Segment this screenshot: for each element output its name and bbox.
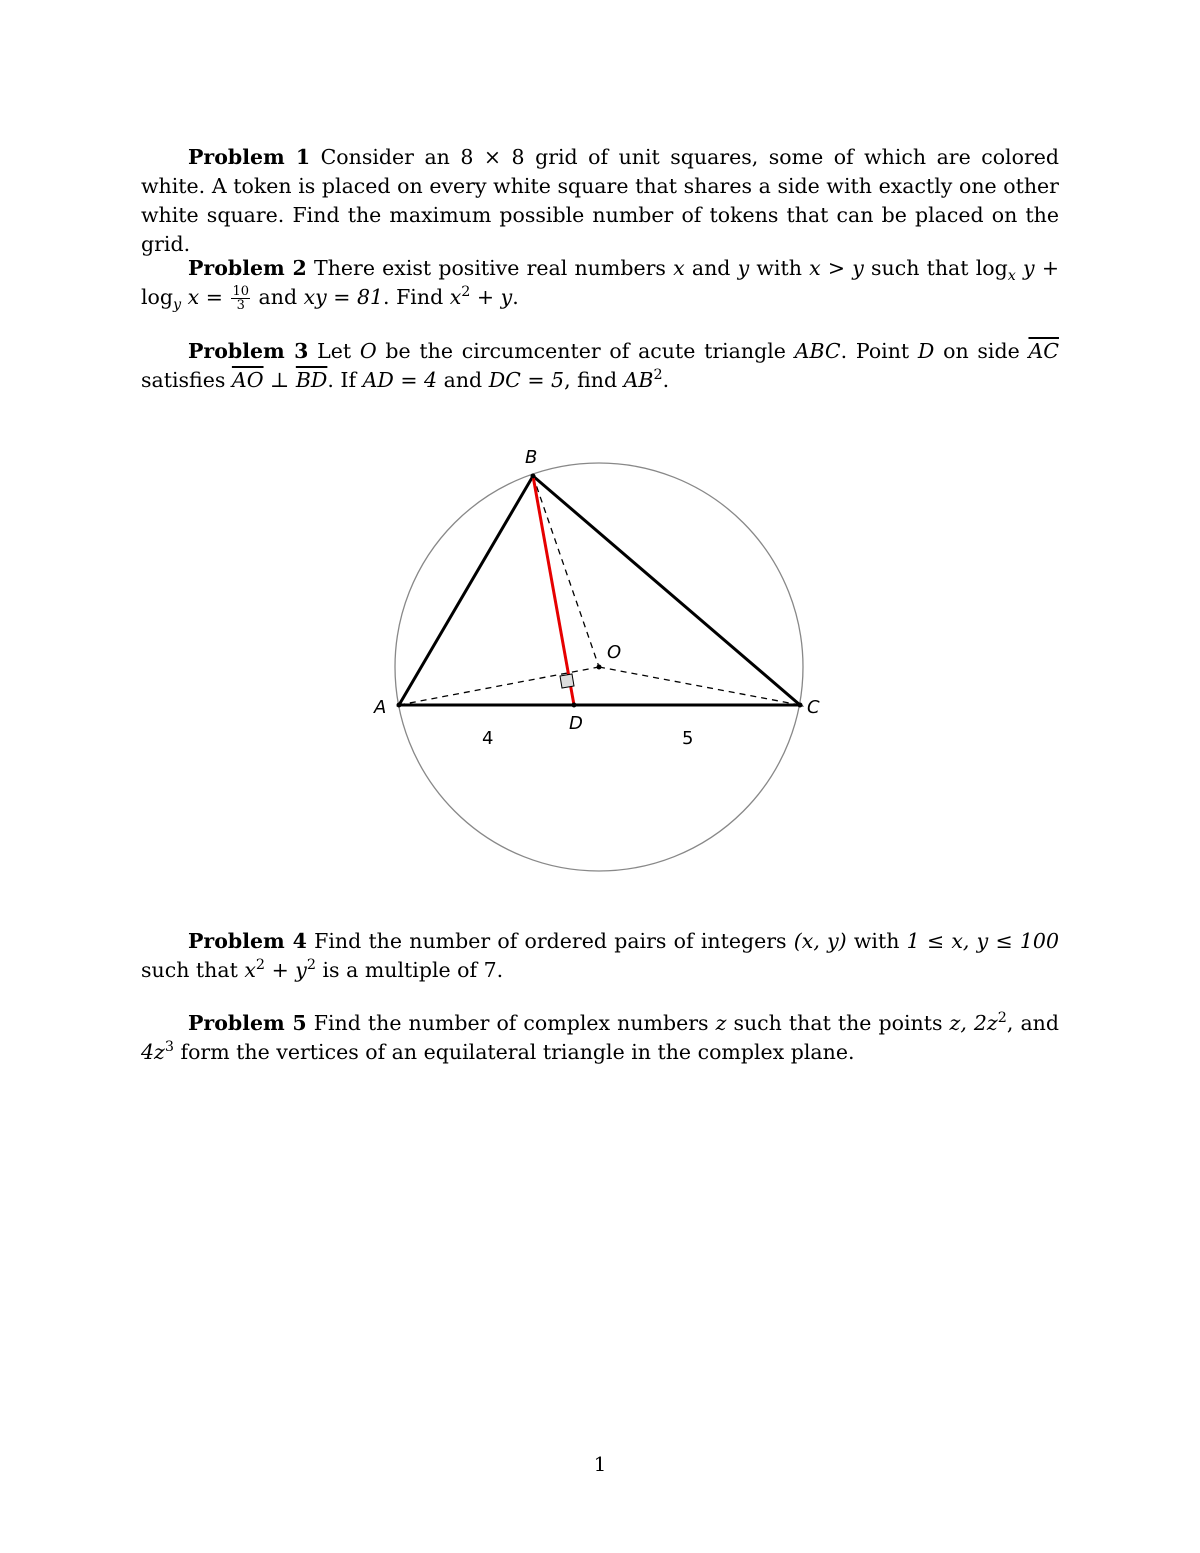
problem-3-text-7: and	[437, 368, 489, 392]
problem-2-text-1: There exist positive real numbers	[306, 256, 674, 280]
fraction-denominator: 3	[236, 298, 245, 313]
expr-plus-y: + y	[265, 958, 307, 982]
equation-ad: AD = 4	[362, 368, 438, 392]
problem-4-text-2: with	[846, 929, 907, 953]
label-c: C	[807, 697, 820, 718]
segment-ao: $\overline{AO}$	[231, 368, 264, 392]
label-o: O	[607, 642, 622, 663]
log-arg-y: y	[1023, 256, 1035, 280]
problem-5-label: Problem 5	[188, 1011, 307, 1035]
problem-3-text-1: Let	[308, 339, 360, 363]
exponent-2: 2	[306, 957, 316, 974]
label-d: D	[569, 713, 583, 734]
problem-1-text: Consider an 8 × 8 grid of unit squares, some of which are colored white. A token is placed on every white square that shares a side with exactly one other white square. Find the maximum possible number of tokens that can be placed on the grid.	[141, 145, 1059, 256]
problem-4-label: Problem 4	[188, 929, 307, 953]
var-y: y	[737, 256, 750, 280]
problem-3-text-8: , find	[564, 368, 624, 392]
point-d: D	[917, 339, 935, 363]
problem-4-text-4: is a multiple of 7.	[315, 958, 504, 982]
problem-2-text-4: such that log	[863, 256, 1008, 280]
problem-2-text-5: + log	[141, 256, 1059, 309]
dashed-segment-bo	[533, 476, 599, 667]
red-segment-bd	[533, 476, 574, 705]
equation-xy: xy = 81	[303, 285, 384, 309]
perp-symbol: ⊥	[263, 368, 296, 392]
triangle-abc: ABC	[794, 339, 841, 363]
problem-4	[141, 927, 1059, 985]
vertex-c-dot	[798, 703, 803, 708]
triangle-abc-shape	[399, 476, 800, 705]
fraction-numerator: 10	[232, 284, 250, 299]
expr-ab: AB	[623, 368, 654, 392]
label-ad-length: 4	[482, 728, 494, 749]
problem-5-text-3: , and	[1006, 1011, 1059, 1035]
log-arg-x: x	[187, 285, 200, 309]
segment-bd: $\overline{BD}$	[295, 368, 328, 392]
problem-3-text-5: satisfies	[141, 368, 232, 392]
exponent-2: 2	[461, 284, 471, 301]
vertex-b-dot	[531, 474, 536, 479]
expr-plus-y: + y	[470, 285, 513, 309]
point-o: O	[359, 339, 377, 363]
problem-3-label: Problem 3	[188, 339, 309, 363]
problem-2	[141, 254, 1059, 312]
ordered-pair: (x, y)	[793, 929, 847, 953]
expr-x: x	[449, 285, 462, 309]
log-base-x: x	[1007, 268, 1016, 285]
dashed-segment-ao	[399, 667, 599, 705]
right-angle-marker	[560, 674, 574, 688]
problem-4-text-1: Find the number of ordered pairs of integers	[306, 929, 794, 953]
problem-5-text-4: form the vertices of an equilateral triangle in the complex plane.	[173, 1040, 855, 1064]
circumcircle	[395, 463, 803, 871]
problem-2-text-7: . Find	[383, 285, 450, 309]
problem-5-text-1: Find the number of complex numbers	[306, 1011, 716, 1035]
problem-2-text-2: and	[684, 256, 738, 280]
problem-3-text-6: . If	[327, 368, 363, 392]
problem-3-text-2: be the circumcenter of acute triangle	[376, 339, 795, 363]
segment-ac: $\overline{AC}$	[1028, 339, 1059, 363]
problem-2-text-6: and	[252, 285, 304, 309]
page-number: 1	[593, 1452, 607, 1476]
exponent-2: 2	[653, 367, 663, 384]
problem-1	[141, 143, 1059, 259]
problem-5-text-2: such that the points	[726, 1011, 950, 1035]
problem-1-label: Problem 1	[188, 145, 311, 169]
label-dc-length: 5	[682, 728, 694, 749]
problem-2-text-3: with	[749, 256, 810, 280]
exponent-3: 3	[164, 1039, 174, 1056]
dashed-segment-oc	[599, 667, 800, 705]
var-x: x	[673, 256, 685, 280]
problem-2-label: Problem 2	[188, 256, 307, 280]
exponent-2: 2	[997, 1010, 1007, 1027]
expr-4z: 4z	[141, 1040, 165, 1064]
expr-z-list: z, 2z	[949, 1011, 998, 1035]
point-d-dot	[572, 703, 577, 708]
problem-2-text-8: .	[512, 285, 519, 309]
problem-3-text-4: on side	[934, 339, 1029, 363]
var-z: z	[715, 1011, 727, 1035]
expr-x: x	[244, 958, 256, 982]
equals-sign: =	[199, 285, 223, 309]
fraction-ten-thirds	[231, 285, 250, 312]
problem-5	[141, 1009, 1059, 1067]
label-b: B	[525, 447, 538, 468]
exponent-2: 2	[255, 957, 266, 974]
inequality-x-gt-y: x > y	[809, 256, 864, 280]
problem-4-text-3: such that	[141, 958, 245, 982]
label-a: A	[374, 697, 387, 718]
center-o-dot	[597, 665, 602, 670]
equation-dc: DC = 5	[488, 368, 565, 392]
problem-3-text-3: . Point	[840, 339, 918, 363]
inequality-range: 1 ≤ x, y ≤ 100	[906, 929, 1060, 953]
vertex-a-dot	[397, 703, 402, 708]
problem-3: Problem 3 Let O be the circumcenter of acute triangle ABC. Point D on side $\overline{AC}$ satisfies $\overline{AO}$ ⊥ $\overline{BD}$. If AD = 4 and DC = 5, find $AB^2$.	[141, 339, 1059, 392]
log-base-y: y	[173, 297, 182, 314]
